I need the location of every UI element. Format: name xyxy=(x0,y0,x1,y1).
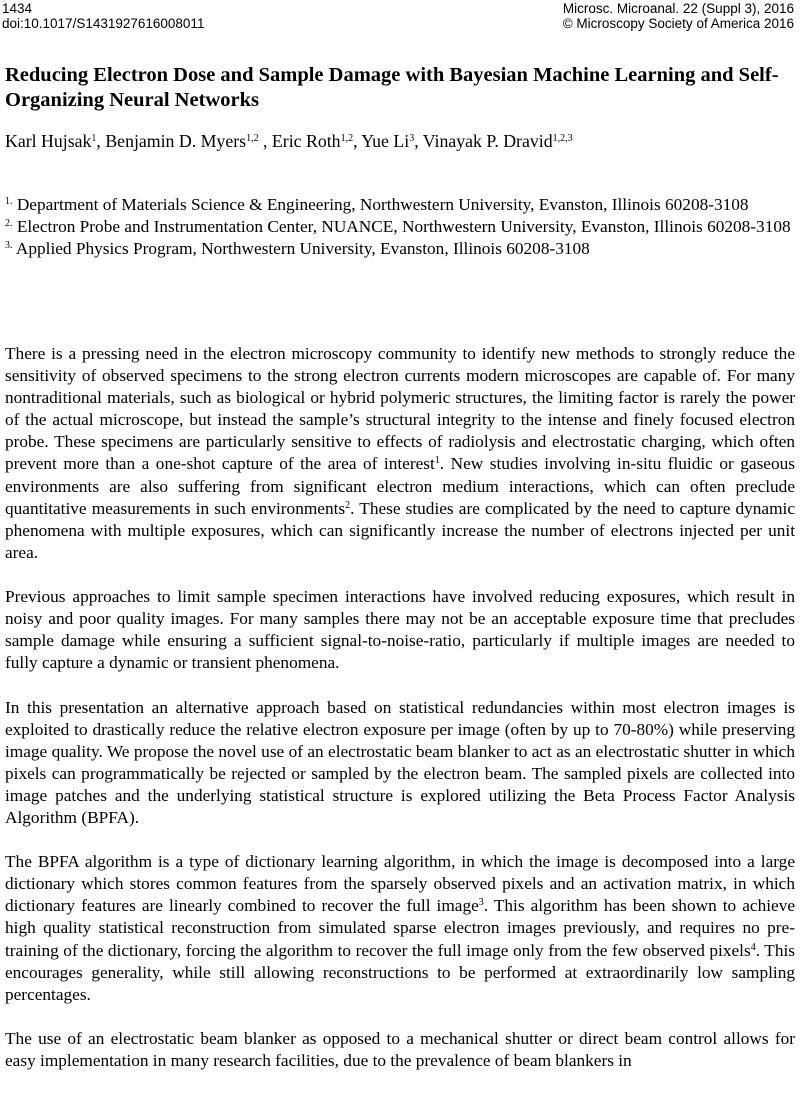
affiliation-number: 1. xyxy=(5,196,13,207)
author-name: Eric Roth xyxy=(271,131,341,151)
paragraph-text: . New studies involving in-situ fluidic or gaseous environments are also suffering from significant electron medium interactions, which can often preclude quantitative measurements in such environments xyxy=(5,454,795,518)
abstract-body xyxy=(5,343,795,1094)
affiliation-number: 2. xyxy=(5,218,13,229)
affiliation xyxy=(5,194,795,216)
author-affiliation-ref: 1 xyxy=(91,133,97,144)
paragraph-text: . This encourages generality, while still allowing reconstructions to be performed at extraordinarily low sampling percentages. xyxy=(5,940,795,1004)
body-paragraph xyxy=(5,851,795,1006)
author-affiliation-ref: 1,2 xyxy=(246,133,259,144)
paper-title: Reducing Electron Dose and Sample Damage with Bayesian Machine Learning and Self-Organizing Neural Networks xyxy=(5,64,779,111)
citation-ref: 3 xyxy=(478,897,484,909)
paragraph-text: There is a pressing need in the electron microscopy community to identify new methods to strongly reduce the sensitivity of observed specimens to the strong electron currents modern microscopes are capable of. For many nontraditional materials, such as biological or hybrid polymeric structures, the limiting factor is rarely the power of the actual microscope, but instead the sample’s structural integrity to the intense and finely focused electron probe. These specimens are particularly sensitive to effects of radiolysis and electrostatic charging, which often prevent more than a one-shot capture of the area of interest xyxy=(5,344,795,474)
paragraph-text: . This algorithm has been shown to achieve high quality statistical reconstruction from simulated sparse electron images previously, and requires no pre-training of the dictionary, forcing the algorithm to recover the full image only from the few observed pixels xyxy=(5,896,796,960)
journal-citation: Microsc. Microanal. 22 (Suppl 3), 2016 xyxy=(562,1,794,16)
citation-ref: 1 xyxy=(434,455,440,467)
paragraph-text: Previous approaches to limit sample specimen interactions have involved reducing exposures, which result in noisy and poor quality images. For many samples there may not be an acceptable exposure time that precludes sample damage while ensuring a sufficient signal-to-noise-ratio, particularly if multiple images are needed to fully capture a dynamic or transient phenomena. xyxy=(5,587,795,673)
body-paragraph xyxy=(5,586,795,674)
author-name: Yue Li xyxy=(361,131,410,151)
affiliation-text: Applied Physics Program, Northwestern University, Evanston, Illinois 60208-3108 xyxy=(15,239,590,258)
citation-ref: 2 xyxy=(345,499,351,511)
author-affiliation-ref: 1,2 xyxy=(340,133,354,144)
author-separator: , xyxy=(353,131,362,151)
affiliation xyxy=(5,216,795,238)
author-affiliation-ref: 3 xyxy=(409,133,415,144)
paragraph-text: In this presentation an alternative approach based on statistical redundancies within most electron images is exploited to drastically reduce the relative electron exposure per image (often by up to 70-80%) while preserving image quality. We propose the novel use of an electrostatic beam blanker to act as an electrostatic shutter in which pixels can programmatically be rejected or sampled by the electron beam. The sampled pixels are collected into image patches and the underlying statistical structure is explored utilizing the Beta Process Factor Analysis Algorithm (BPFA). xyxy=(5,697,795,827)
affiliation xyxy=(5,238,795,260)
copyright: © Microscopy Society of America 2016 xyxy=(562,16,794,31)
affiliation-text: Electron Probe and Instrumentation Center, NUANCE, Northwestern University, Evanston, Illinois 60208-3108 xyxy=(16,217,791,236)
paragraph-text: The use of an electrostatic beam blanker as opposed to a mechanical shutter or direct beam control allows for easy implementation in many research facilities, due to the prevalence of beam blankers in xyxy=(5,1028,795,1070)
affiliation-list xyxy=(5,194,795,260)
author-name: Karl Hujsak xyxy=(5,131,92,151)
author-separator: , xyxy=(96,131,106,151)
body-paragraph xyxy=(5,1028,795,1072)
page-number: 1434 xyxy=(2,1,33,16)
body-paragraph xyxy=(5,697,795,830)
author-separator: , xyxy=(258,131,272,151)
paragraph-text: . These studies are complicated by the need to capture dynamic phenomena with multiple exposures, which can significantly increase the number of electrons injected per unit area. xyxy=(5,498,795,562)
affiliation-number: 3. xyxy=(5,240,13,251)
author-name: Vinayak P. Dravid xyxy=(422,131,553,151)
paragraph-text: The BPFA algorithm is a type of dictionary learning algorithm, in which the image is decomposed into a large dictionary which stores common features from the sparsely observed pixels and an activation matrix, in which dictionary features are linearly combined to recover the full image xyxy=(5,852,795,916)
affiliation-text: Department of Materials Science & Engineering, Northwestern University, Evanston, Illinois 60208-3108 xyxy=(16,195,749,214)
author-list xyxy=(5,131,573,152)
author-affiliation-ref: 1,2,3 xyxy=(552,133,573,144)
doi: doi:10.1017/S1431927616008011 xyxy=(2,16,205,31)
body-paragraph xyxy=(5,343,795,564)
citation-ref: 4 xyxy=(750,941,756,953)
author-name: Benjamin D. Myers xyxy=(105,131,247,151)
author-separator: , xyxy=(414,131,423,151)
